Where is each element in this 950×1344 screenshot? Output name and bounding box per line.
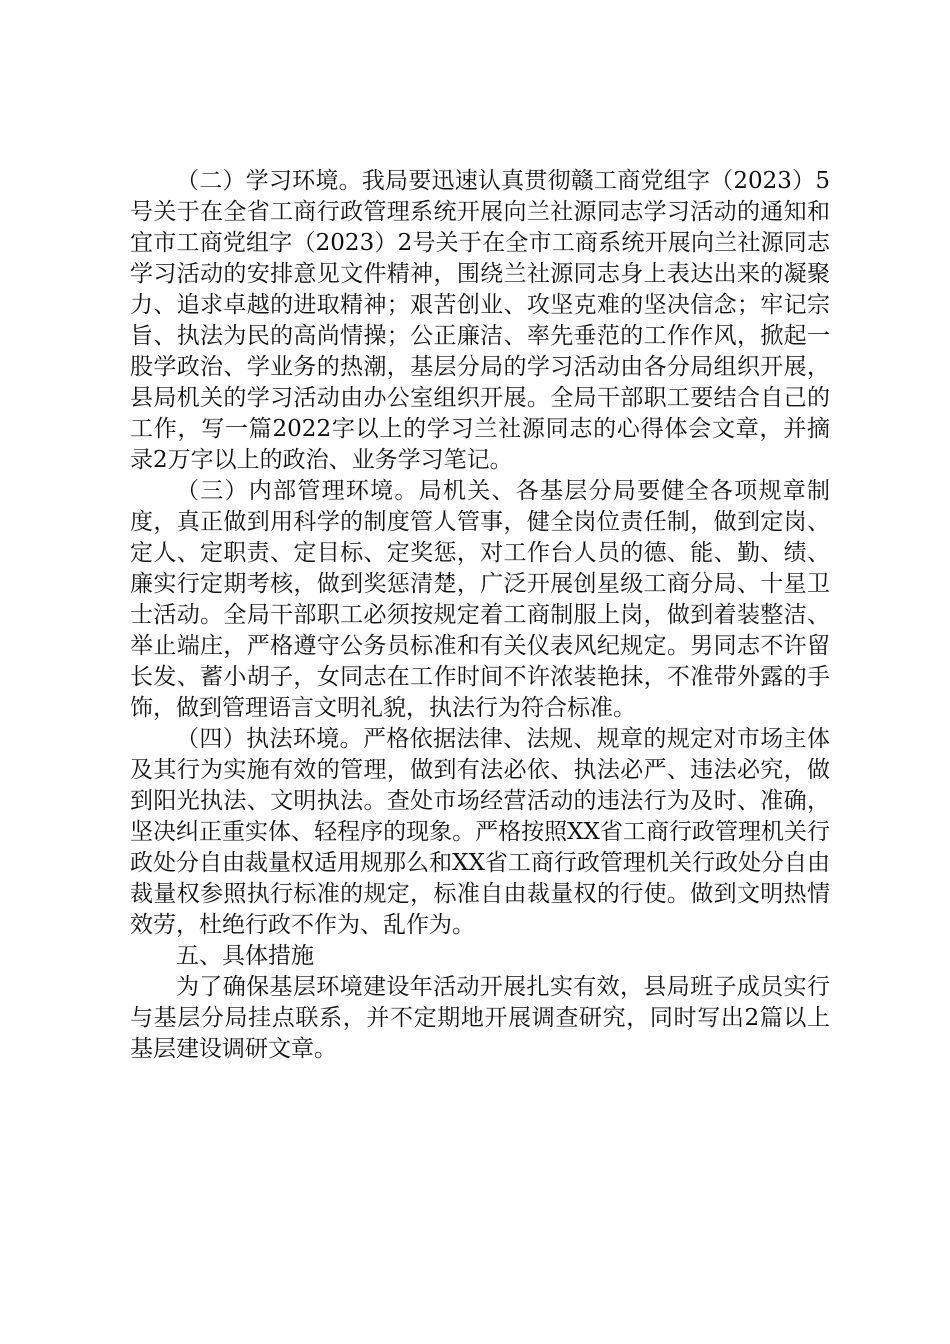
document-body: [130, 166, 830, 1065]
paragraph-internal-management: （三）内部管理环境。局机关、各基层分局要健全各项规章制度，真正做到用科学的制度管人管事，健全岗位责任制，做到定岗、定人、定职责、定目标、定奖惩，对工作台人员的德、能、勤、绩、廉实行定期考核，做到奖惩清楚，广泛开展创星级工商分局、十星卫士活动。全局干部职工必须按规定着工商制服上岗，做到着装整洁、举止端庄，严格遵守公务员标准和有关仪表风纪规定。男同志不许留长发、蓄小胡子，女同志在工作时间不许浓装艳抹，不准带外露的手饰，做到管理语言文明礼貌，执法行为符合标准。: [130, 478, 830, 721]
section-heading-measures: 五、具体措施: [176, 943, 314, 969]
paragraph-law-enforcement: （四）执法环境。严格依据法律、法规、规章的规定对市场主体及其行为实施有效的管理，做到有法必依、执法必严、违法必究，做到阳光执法、文明执法。查处市场经营活动的违法行为及时、准确，坚决纠正重实体、轻程序的现象。严格按照XX省工商行政管理机关行政处分自由裁量权适用规那么和XX省工商行政管理机关行政处分自由裁量权参照执行标准的规定，标准自由裁量权的行使。做到文明热情效劳，杜绝行政不作为、乱作为。: [130, 726, 830, 938]
paragraph-measures: 为了确保基层环境建设年活动开展扎实有效，县局班子成员实行与基层分局挂点联系，并不定期地开展调查研究，同时写出2篇以上基层建设调研文章。: [130, 974, 830, 1062]
paragraph-study-environment: （二）学习环境。我局要迅速认真贯彻赣工商党组字（2023）5号关于在全省工商行政管理系统开展向兰社源同志学习活动的通知和宜市工商党组字（2023）2号关于在全市工商系统开展向兰社源同志学习活动的安排意见文件精神，围绕兰社源同志身上表达出来的凝聚力、追求卓越的进取精神；艰苦创业、攻坚克难的坚决信念；牢记宗旨、执法为民的高尚情操；公正廉洁、率先垂范的工作作风，掀起一股学政治、学业务的热潮，基层分局的学习活动由各分局组织开展，县局机关的学习活动由办公室组织开展。全局干部职工要结合自己的工作，写一篇2022字以上的学习兰社源同志的心得体会文章，并摘录2万字以上的政治、业务学习笔记。: [130, 168, 830, 473]
